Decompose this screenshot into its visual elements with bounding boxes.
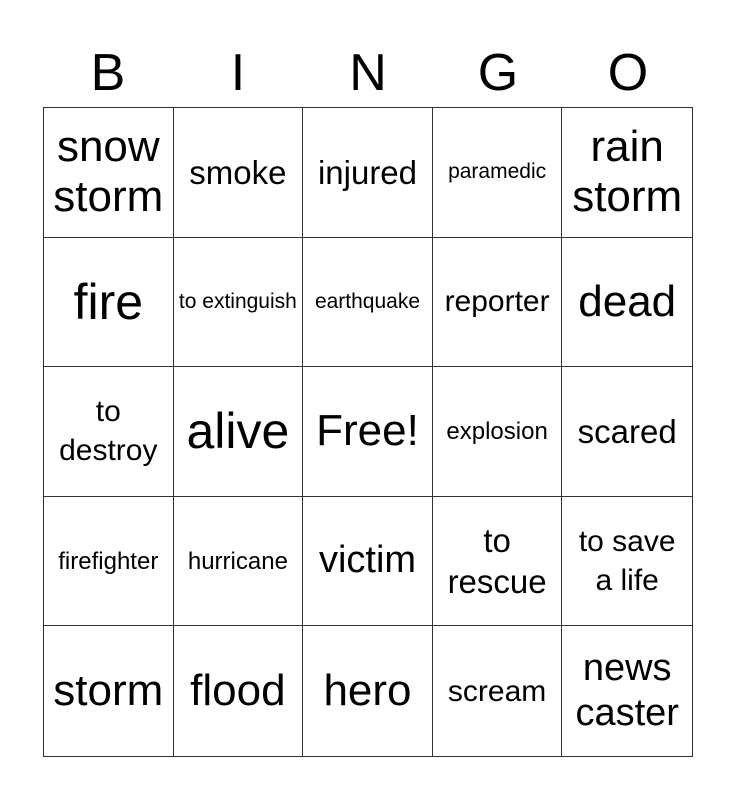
header-letter-n: N [349,44,387,102]
header-letter-b: B [90,44,126,102]
bingo-cell[interactable]: reporter [433,238,563,368]
bingo-cell[interactable]: snow storm [44,108,174,238]
header-letter-o: O [607,44,649,102]
bingo-cell[interactable]: paramedic [433,108,563,238]
bingo-cell[interactable]: hurricane [174,497,304,627]
bingo-cell[interactable]: to destroy [44,367,174,497]
bingo-cell[interactable]: injured [303,108,433,238]
bingo-cell[interactable]: victim [303,497,433,627]
bingo-cell[interactable]: firefighter [44,497,174,627]
bingo-cell[interactable]: fire [44,238,174,368]
bingo-cell[interactable]: storm [44,626,174,756]
bingo-cell[interactable]: scared [562,367,692,497]
bingo-cell[interactable]: rain storm [562,108,692,238]
bingo-cell[interactable]: explosion [433,367,563,497]
free-space-cell[interactable]: Free! [303,367,433,497]
bingo-cell[interactable]: to save a life [562,497,692,627]
bingo-cell[interactable]: to rescue [433,497,563,627]
header-letter-i: I [230,44,246,102]
bingo-cell[interactable]: smoke [174,108,304,238]
bingo-cell[interactable]: scream [433,626,563,756]
bingo-cell[interactable]: hero [303,626,433,756]
bingo-cell[interactable]: earthquake [303,238,433,368]
bingo-header [43,40,693,106]
bingo-card-grid [43,107,693,757]
bingo-cell[interactable]: alive [174,367,304,497]
bingo-cell[interactable]: dead [562,238,692,368]
bingo-cell[interactable]: flood [174,626,304,756]
bingo-cell[interactable]: news caster [575,646,679,735]
header-letter-g: G [477,44,519,102]
bingo-cell[interactable]: to extinguish [174,238,304,368]
